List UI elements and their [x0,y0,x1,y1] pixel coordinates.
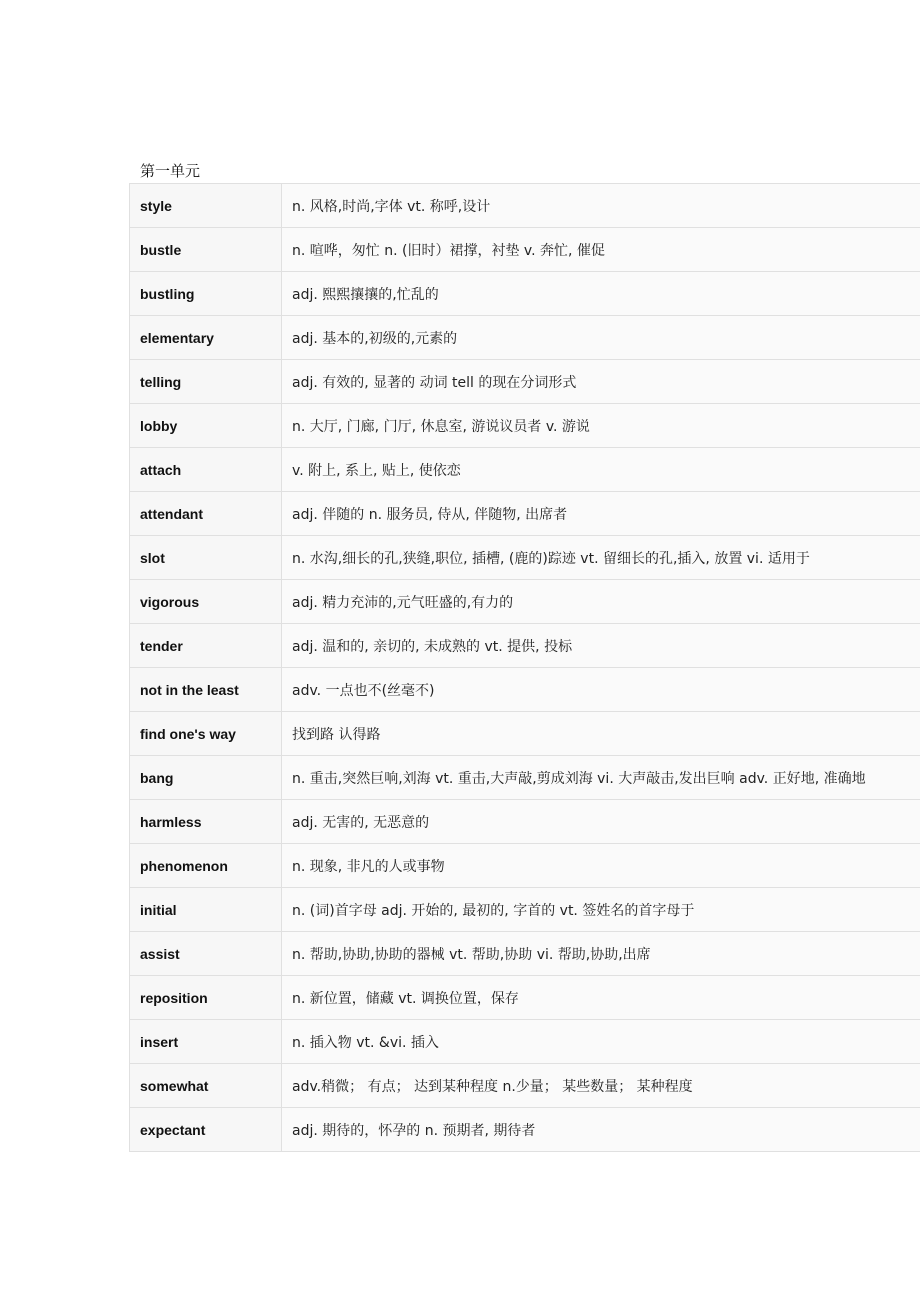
vocab-definition: n. 现象, 非凡的人或事物 [282,844,920,888]
vocab-word: not in the least [130,668,282,712]
vocab-word: bustle [130,228,282,272]
vocab-word: phenomenon [130,844,282,888]
vocab-row [130,976,920,1020]
vocab-definition: 找到路 认得路 [282,712,920,756]
vocab-word: slot [130,536,282,580]
vocab-row [130,448,920,492]
vocab-word: bang [130,756,282,800]
vocab-word: style [130,184,282,228]
vocab-row [130,712,920,756]
vocab-definition: v. 附上, 系上, 贴上, 使依恋 [282,448,920,492]
vocab-row [130,536,920,580]
vocab-row [130,1108,920,1152]
vocab-definition: adj. 期待的，怀孕的 n. 预期者, 期待者 [282,1108,920,1152]
vocab-definition: adj. 基本的,初级的,元素的 [282,316,920,360]
vocab-row [130,228,920,272]
vocab-definition: n. 重击,突然巨响,刘海 vt. 重击,大声敲,剪成刘海 vi. 大声敲击,发出巨响 adv. 正好地, 准确地 [282,756,920,800]
vocab-definition: adj. 无害的, 无恶意的 [282,800,920,844]
vocabulary-table-body [130,184,920,1152]
vocabulary-table [129,183,920,1152]
vocab-definition: adj. 精力充沛的,元气旺盛的,有力的 [282,580,920,624]
vocab-word: reposition [130,976,282,1020]
vocab-row [130,624,920,668]
vocab-row [130,404,920,448]
vocab-definition: n. 插入物 vt. &vi. 插入 [282,1020,920,1064]
vocab-row [130,316,920,360]
vocab-word: attendant [130,492,282,536]
vocab-row [130,844,920,888]
vocab-row [130,756,920,800]
vocab-row [130,184,920,228]
vocab-definition: adj. 有效的, 显著的 动词 tell 的现在分词形式 [282,360,920,404]
vocab-row [130,272,920,316]
vocab-definition: adv. 一点也不(丝毫不) [282,668,920,712]
vocab-row [130,668,920,712]
vocab-definition: adv.稍微； 有点； 达到某种程度 n.少量； 某些数量； 某种程度 [282,1064,920,1108]
vocab-definition: n. 大厅, 门廊, 门厅, 休息室, 游说议员者 v. 游说 [282,404,920,448]
vocab-row [130,360,920,404]
vocab-word: somewhat [130,1064,282,1108]
vocab-word: vigorous [130,580,282,624]
vocab-word: elementary [130,316,282,360]
vocab-row [130,492,920,536]
vocab-row [130,580,920,624]
vocab-definition: adj. 伴随的 n. 服务员, 侍从, 伴随物, 出席者 [282,492,920,536]
unit-title: 第一单元 [140,162,201,180]
vocab-word: lobby [130,404,282,448]
vocab-definition: n. 水沟,细长的孔,狭缝,职位, 插槽, (鹿的)踪迹 vt. 留细长的孔,插入, 放置 vi. 适用于 [282,536,920,580]
vocab-row [130,1064,920,1108]
vocab-word: assist [130,932,282,976]
vocab-definition: n. 新位置，储藏 vt. 调换位置，保存 [282,976,920,1020]
vocab-definition: n. (词)首字母 adj. 开始的, 最初的, 字首的 vt. 签姓名的首字母于 [282,888,920,932]
vocab-row [130,888,920,932]
vocab-definition: adj. 熙熙攘攘的,忙乱的 [282,272,920,316]
vocab-word: expectant [130,1108,282,1152]
vocab-word: attach [130,448,282,492]
vocab-definition: n. 帮助,协助,协助的器械 vt. 帮助,协助 vi. 帮助,协助,出席 [282,932,920,976]
vocab-word: find one's way [130,712,282,756]
vocab-word: harmless [130,800,282,844]
vocab-word: insert [130,1020,282,1064]
vocab-definition: n. 风格,时尚,字体 vt. 称呼,设计 [282,184,920,228]
vocab-word: initial [130,888,282,932]
vocab-definition: adj. 温和的, 亲切的, 未成熟的 vt. 提供, 投标 [282,624,920,668]
vocab-row [130,1020,920,1064]
vocab-word: tender [130,624,282,668]
vocab-row [130,932,920,976]
vocab-definition: n. 喧哗，匆忙 n. (旧时）裙撑，衬垫 v. 奔忙, 催促 [282,228,920,272]
vocab-row [130,800,920,844]
vocab-word: telling [130,360,282,404]
vocab-word: bustling [130,272,282,316]
